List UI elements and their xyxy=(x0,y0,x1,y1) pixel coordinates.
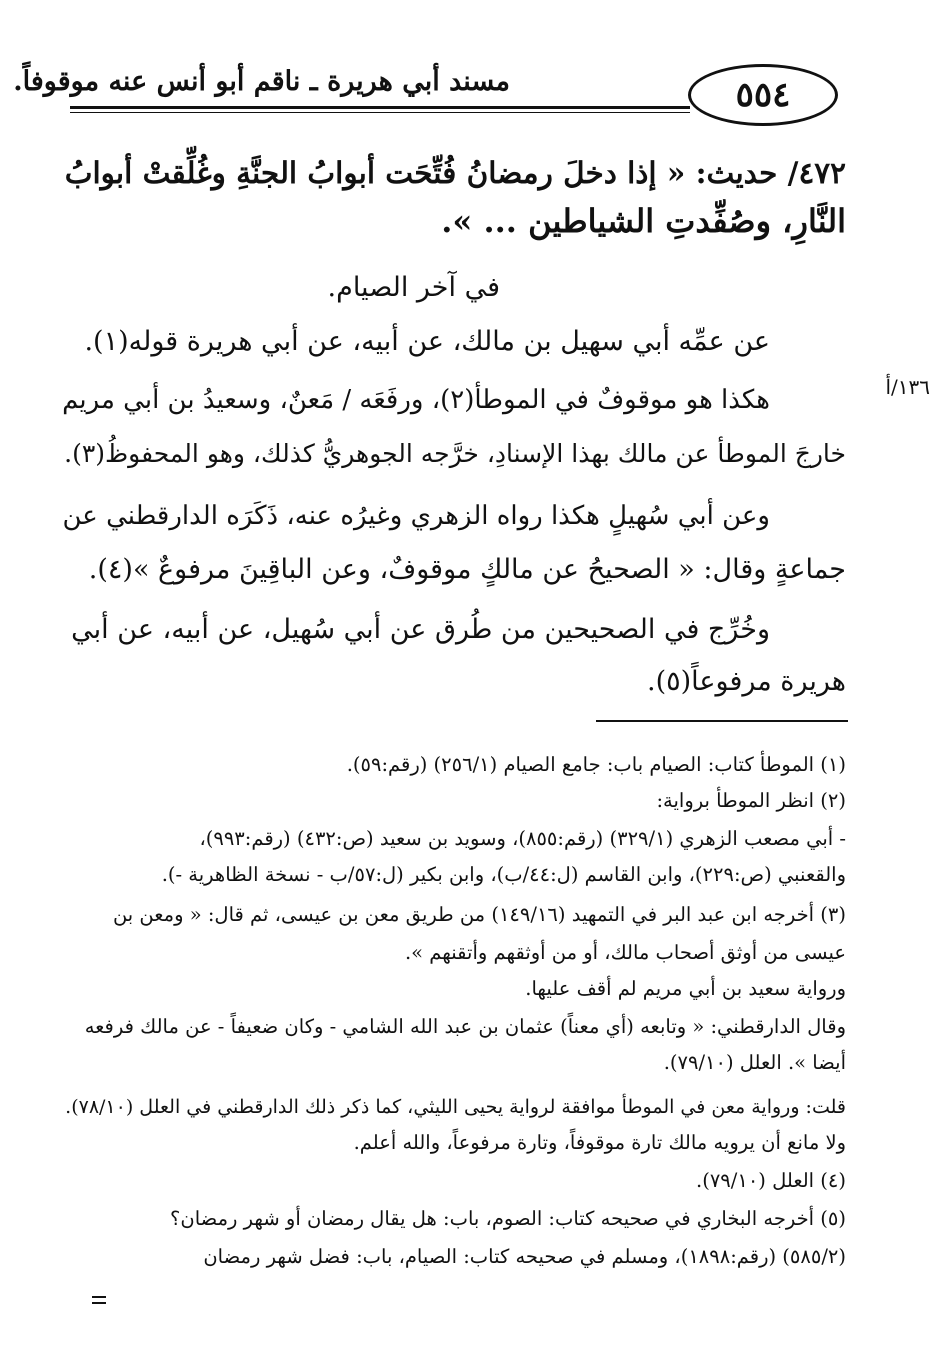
body-line: جماعةٍ وقال: « الصحيحُ عن مالكٍ موقوفٌ، وعن الباقِينَ مرفوعٌ »(٤). xyxy=(88,554,846,585)
hadith-heading-line: ٤٧٢/ حديث: « إذا دخلَ رمضانُ فُتِّحَت أبوابُ الجنَّةِ وغُلِّقتْ أبوابُ xyxy=(64,155,846,190)
header-rule xyxy=(70,106,690,109)
body-line: وعن أبي سُهيلٍ هكذا رواه الزهري وغيرُه عنه، ذَكَرَه الدارقطني عن xyxy=(62,501,770,531)
footnote-line: والقعنبي (ص:٢٢٩)، وابن القاسم (ل:٤٤/ب)، وابن بكير (ل:٥٧/ب - نسخة الظاهرية -). xyxy=(161,863,846,886)
footnote-line: عيسى من أوثق أصحاب مالك، أو من أوثقهم وأتقنهم ». xyxy=(404,941,846,964)
body-line: هكذا هو موقوفٌ في الموطأ(٢)، ورفَعَه / مَعنٌ، وسعيدُ بن أبي مريم xyxy=(62,385,770,415)
footnote-line: (٥٨٥/٢) (رقم:١٨٩٨)، ومسلم في صحيحه كتاب: الصيام، باب: فضل شهر رمضان xyxy=(203,1245,846,1268)
footnote-line: ورواية سعيد بن أبي مريم لم أقف عليها. xyxy=(525,977,846,1000)
body-line: هريرة مرفوعاً(٥). xyxy=(646,666,846,697)
body-line: خارجَ الموطأ عن مالك بهذا الإسنادِ، خرَّجه الجوهريُّ كذلك، وهو المحفوظُ(٣). xyxy=(64,439,846,468)
manuscript-margin-ref: ١٣٦/أ xyxy=(885,375,930,399)
body-line: وخُرِّج في الصحيحين من طُرق عن أبي سُهيل، عن أبيه، عن أبي xyxy=(71,614,770,645)
continuation-mark xyxy=(92,1296,106,1304)
footnote-line: أيضا ». العلل (٧٩/١٠). xyxy=(663,1051,846,1074)
page-number: ٥٥٤ xyxy=(688,64,838,126)
header-rule-thin xyxy=(70,112,690,113)
footnote-line: (٣) أخرجه ابن عبد البر في التمهيد (١٤٩/١٦) من طريق معن بن عيسى، ثم قال: « ومعن بن xyxy=(112,903,846,926)
footnote-line: وقال الدارقطني: « وتابعه (أي معناً) عثمان بن عبد الله الشامي - وكان ضعيفاً - عن مالك فرفعه xyxy=(84,1015,846,1038)
footnote-line: (٥) أخرجه البخاري في صحيحه كتاب: الصوم، باب: هل يقال رمضان أو شهر رمضان؟ xyxy=(170,1207,846,1230)
footnote-line: قلت: ورواية معن في الموطأ موافقة لرواية يحيى الليثي، كما ذكر ذلك الدارقطني في العلل (٧٨/١٠). xyxy=(65,1096,846,1118)
footnote-line: (٢) انظر الموطأ برواية: xyxy=(656,789,846,812)
body-line: في آخر الصيام. xyxy=(327,272,500,303)
footnote-line: - أبي مصعب الزهري (٣٢٩/١) (رقم:٨٥٥)، وسويد بن سعيد (ص:٤٣٢) (رقم:٩٩٣)، xyxy=(199,827,846,850)
running-header-title: مسند أبي هريرة ـ ناقم أبو أنس عنه موقوفاً. xyxy=(13,66,510,97)
footnote-line: ولا مانع أن يرويه مالك تارة موقوفاً، وتارة مرفوعاً، والله أعلم. xyxy=(353,1131,846,1154)
footnote-separator xyxy=(596,720,848,722)
body-line: عن عمِّه أبي سهيل بن مالك، عن أبيه، عن أبي هريرة قوله(١). xyxy=(84,326,770,357)
footnote-line: (٤) العلل (٧٩/١٠). xyxy=(696,1169,846,1192)
footnote-line: (١) الموطأ كتاب: الصيام باب: جامع الصيام (٢٥٦/١) (رقم:٥٩). xyxy=(346,753,846,776)
hadith-heading-line: النَّارِ، وصُفِّدتِ الشياطين ... ». xyxy=(441,202,846,240)
